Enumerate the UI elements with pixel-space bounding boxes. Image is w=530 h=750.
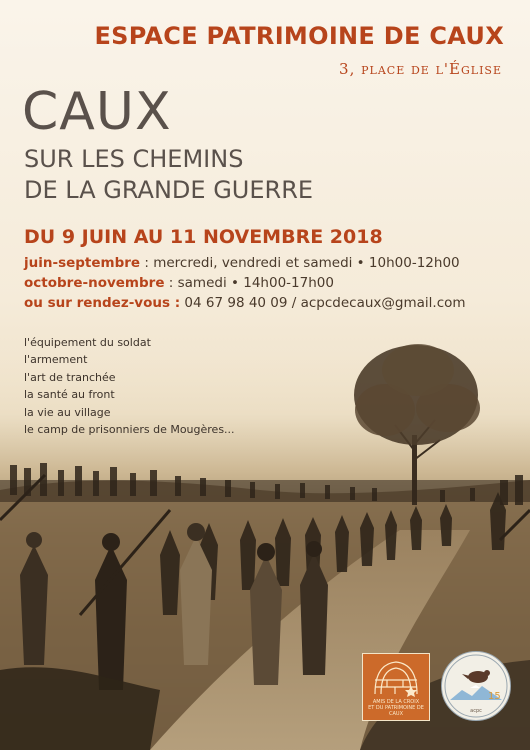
logo-text-line: AMIS DE LA CROIX — [372, 699, 420, 705]
topic-item: l'équipement du soldat — [24, 336, 151, 349]
bird-hills-icon — [442, 652, 510, 720]
schedule-contact: 04 67 98 40 09 / acpcdecaux@gmail.com — [180, 295, 466, 311]
association-logo-text — [365, 699, 427, 717]
exhibition-dates: DU 9 JUIN AU 11 NOVEMBRE 2018 — [24, 226, 383, 248]
logo-acronym: acpc — [470, 708, 482, 714]
brick-wall-icon — [363, 654, 429, 702]
logo-text-line: ET DU PATRIMOINE DE CAUX — [368, 705, 424, 717]
exhibition-town: CAUX — [22, 82, 172, 142]
schedule-line — [24, 255, 460, 271]
logo-number: 15 — [488, 691, 501, 702]
schedule-label: octobre-novembre — [24, 275, 165, 291]
schedule-label: ou sur rendez-vous : — [24, 295, 181, 311]
topic-item: l'art de tranchée — [24, 370, 116, 384]
schedule-line — [24, 295, 466, 311]
topic-item: l'armement — [24, 353, 88, 367]
schedule-line — [24, 275, 334, 291]
schedule-text: : mercredi, vendredi et samedi • 10h00-12h00 — [140, 255, 460, 271]
association-logo-left — [362, 653, 430, 721]
exhibition-subtitle-line2: DE LA GRANDE GUERRE — [24, 176, 314, 204]
topics-list — [24, 334, 235, 438]
topic-item: la santé au front — [24, 388, 115, 402]
schedule-text: : samedi • 14h00-17h00 — [164, 275, 334, 291]
topic-item: la vie au village — [24, 405, 111, 419]
association-logo-right — [441, 651, 511, 721]
exhibition-subtitle-line1: SUR LES CHEMINS — [24, 145, 244, 173]
venue-name: ESPACE PATRIMOINE DE CAUX — [94, 22, 504, 50]
topic-item: le camp de prisonniers de Mougères... — [24, 423, 235, 437]
venue-address: 3, place de l'Église — [339, 60, 502, 78]
schedule-label: juin-septembre — [24, 255, 141, 271]
